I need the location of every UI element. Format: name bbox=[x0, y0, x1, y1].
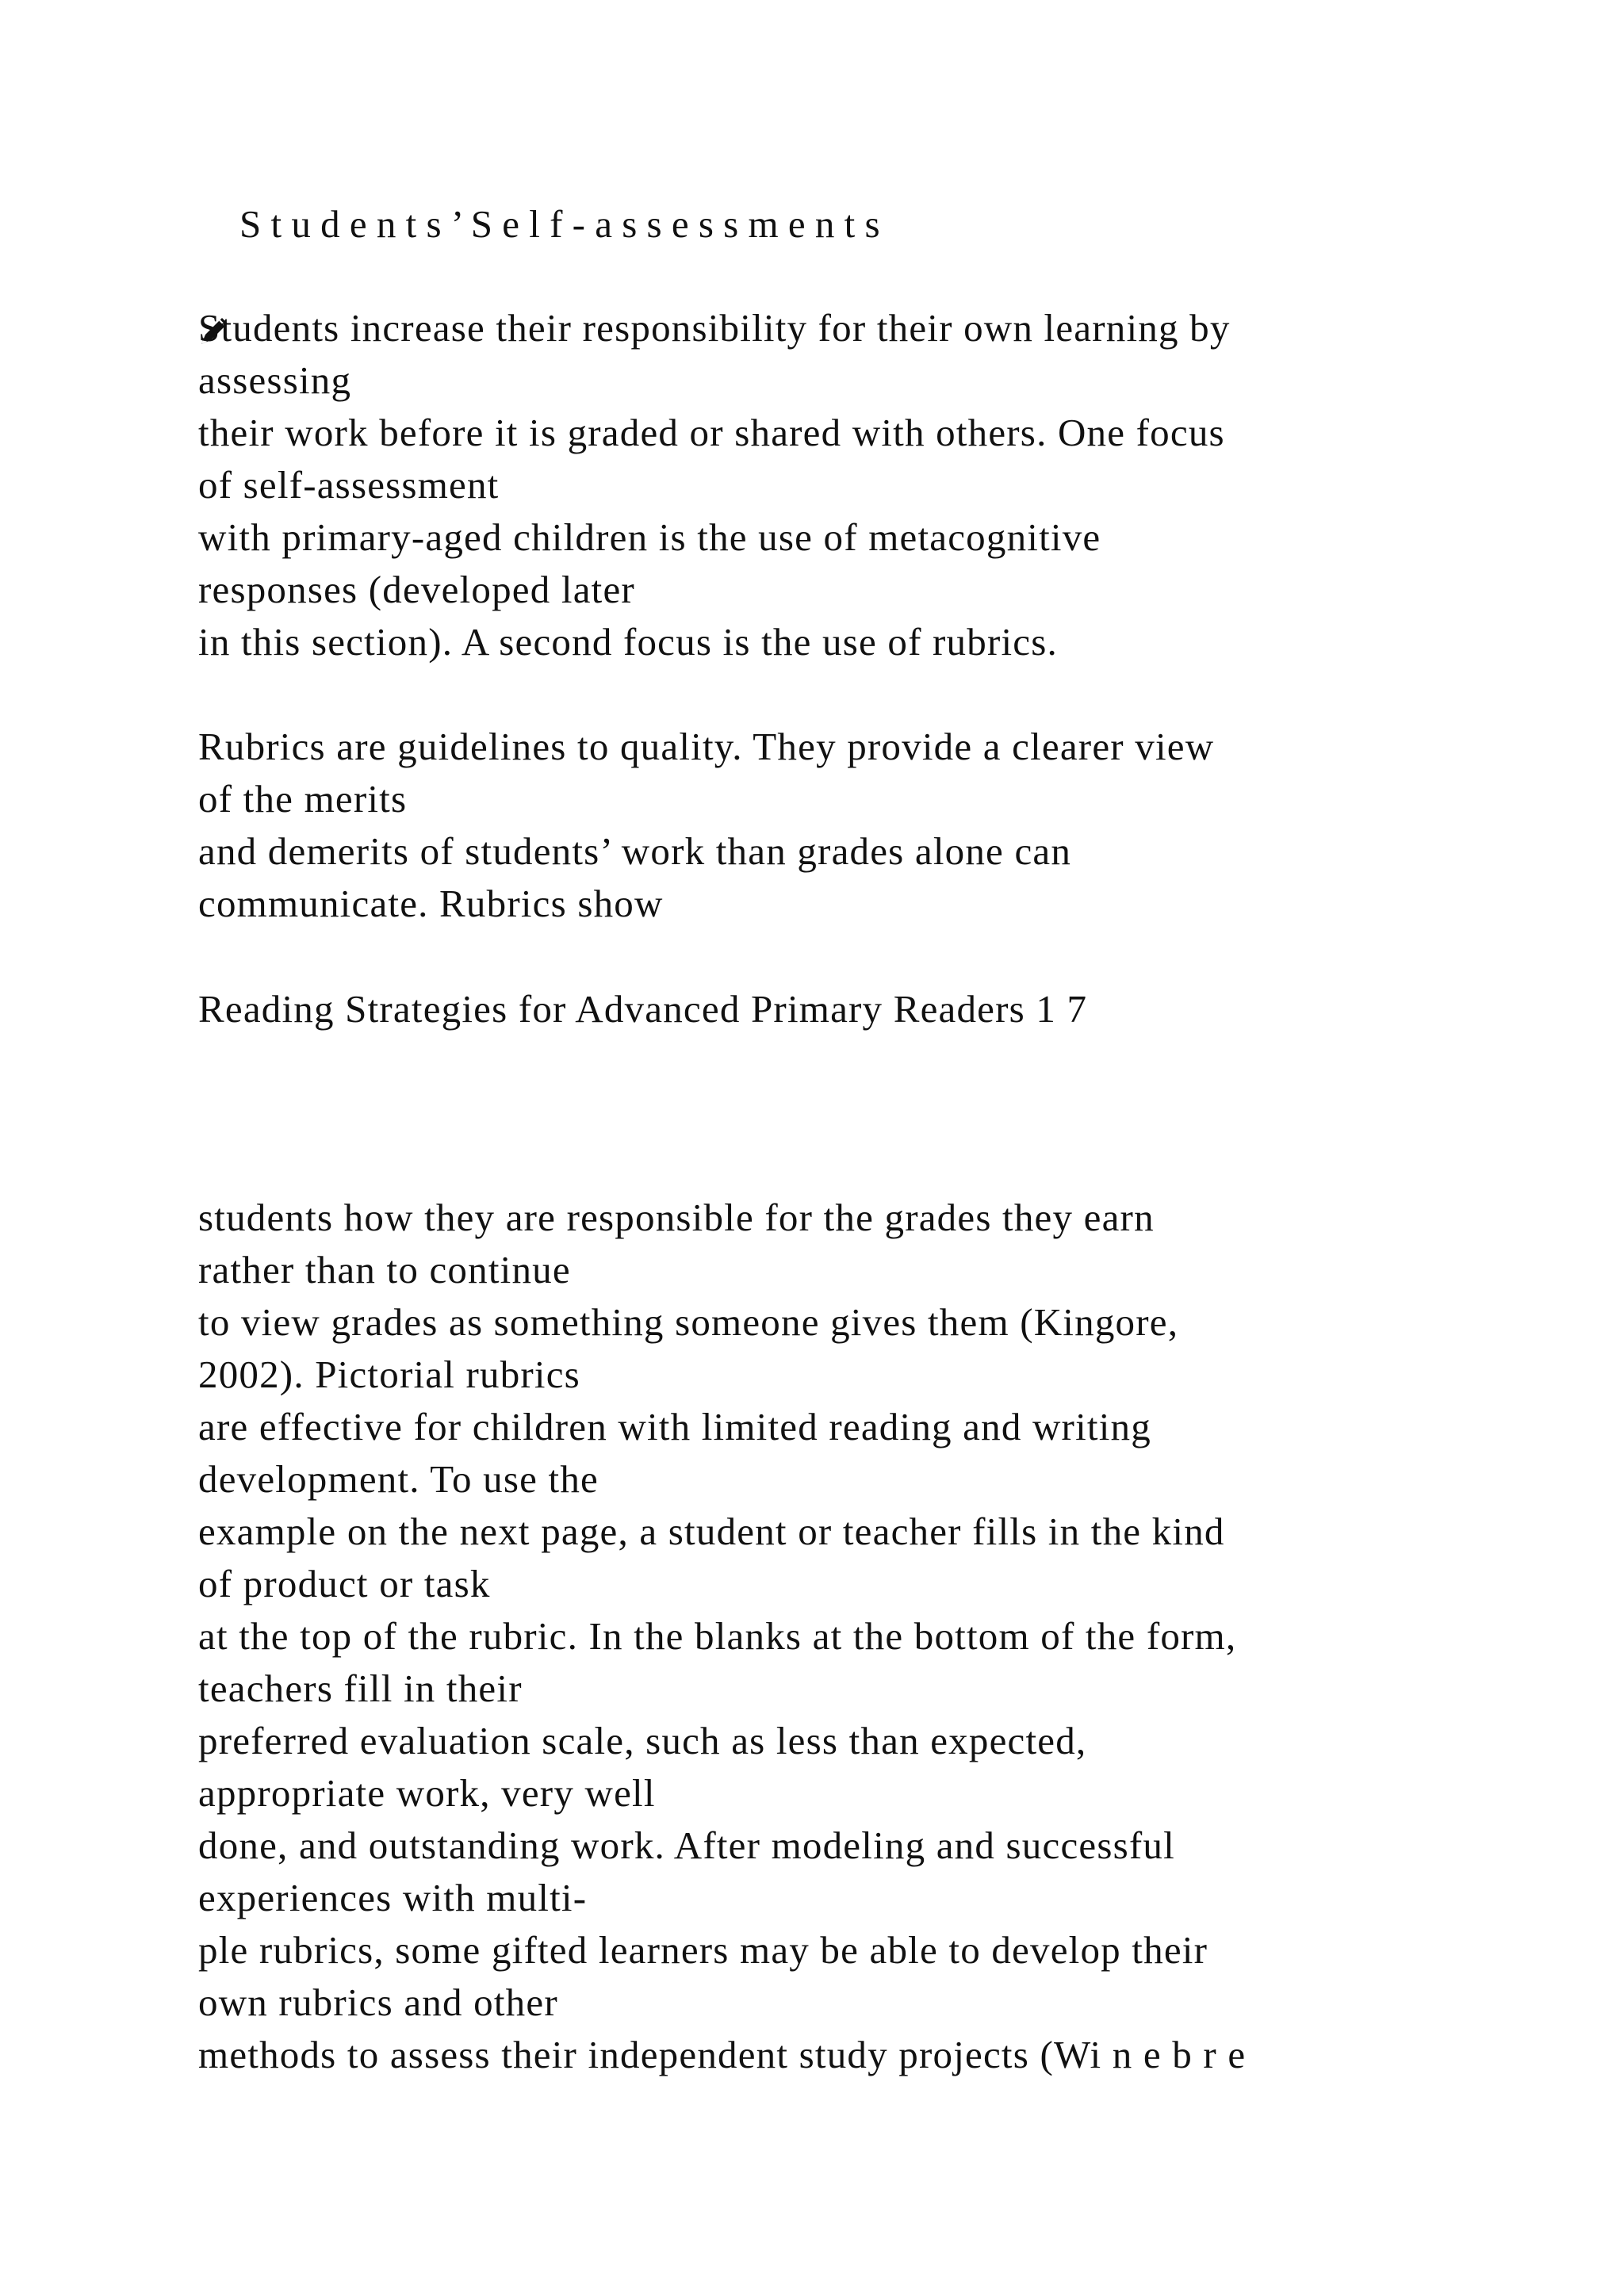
paragraph-1-line-3: their work before it is graded or shared with others. One focus bbox=[198, 411, 1225, 454]
paragraph-3-line-2: rather than to continue bbox=[198, 1248, 571, 1292]
paragraph-3-line-17: methods to assess their independent study projects (Wi n e b r e bbox=[198, 2033, 1247, 2076]
paragraph-3-line-16: own rubrics and other bbox=[198, 1980, 558, 2024]
paragraph-3-line-6: development. To use the bbox=[198, 1457, 599, 1501]
paragraph-3-line-10: teachers fill in their bbox=[198, 1667, 523, 1710]
paragraph-2-line-1: Rubrics are guidelines to quality. They provide a clearer view bbox=[198, 725, 1215, 768]
paragraph-1-line-5: with primary-aged children is the use of metacognitive bbox=[198, 515, 1101, 559]
paragraph-3-line-9: at the top of the rubric. In the blanks at the bottom of the form, bbox=[198, 1614, 1237, 1658]
paragraph-3-line-14: experiences with multi- bbox=[198, 1876, 588, 1919]
section-heading-text: S t u d e n t s ’ S e l f - a s s e s s m e n t s bbox=[239, 202, 880, 246]
pencil-icon bbox=[198, 209, 232, 243]
paragraph-3-line-5: are effective for children with limited reading and writing bbox=[198, 1405, 1151, 1448]
paragraph-1-line-2: assessing bbox=[198, 358, 352, 402]
paragraph-3-line-11: preferred evaluation scale, such as less than expected, bbox=[198, 1719, 1087, 1762]
paragraph-3-line-7: example on the next page, a student or teacher fills in the kind bbox=[198, 1510, 1225, 1553]
paragraph-1-line-4: of self-assessment bbox=[198, 463, 500, 507]
paragraph-3-line-1: students how they are responsible for the grades they earn bbox=[198, 1196, 1155, 1239]
section-heading bbox=[198, 198, 880, 251]
paragraph-3-line-12: appropriate work, very well bbox=[198, 1771, 656, 1815]
paragraph-2-line-4: communicate. Rubrics show bbox=[198, 882, 664, 925]
paragraph-1-line-6: responses (developed later bbox=[198, 568, 635, 611]
paragraph-1-line-7: in this section). A second focus is the use of rubrics. bbox=[198, 620, 1058, 664]
paragraph-3-line-8: of product or task bbox=[198, 1562, 491, 1605]
paragraph-1-line-1: Students increase their responsibility for their own learning by bbox=[198, 306, 1231, 350]
paragraph-3-line-13: done, and outstanding work. After modeling and successful bbox=[198, 1823, 1175, 1867]
paragraph-3-line-15: ple rubrics, some gifted learners may be able to develop their bbox=[198, 1928, 1208, 1972]
paragraph-3-line-4: 2002). Pictorial rubrics bbox=[198, 1353, 580, 1396]
paragraph-2-line-2: of the merits bbox=[198, 777, 408, 821]
page-footer: Reading Strategies for Advanced Primary Readers 1 7 bbox=[198, 987, 1088, 1031]
paragraph-2-line-3: and demerits of students’ work than grades alone can bbox=[198, 829, 1072, 873]
paragraph-3-line-3: to view grades as something someone gives them (Kingore, bbox=[198, 1300, 1179, 1344]
